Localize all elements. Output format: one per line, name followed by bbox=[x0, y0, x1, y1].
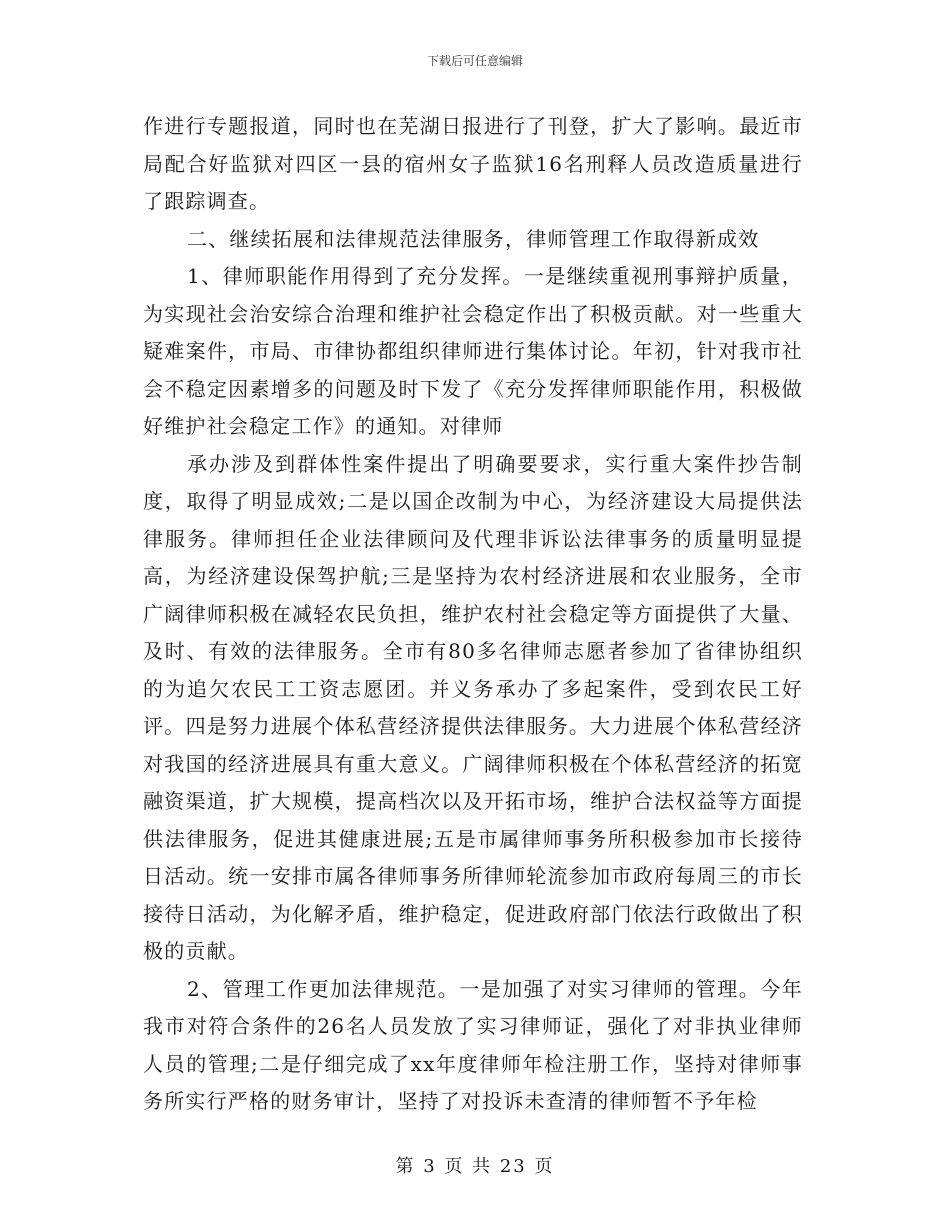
page-header-note: 下载后可任意编辑 bbox=[426, 54, 523, 68]
section-heading-lawyer-services: 二、继续拓展和法律规范法律服务，律师管理工作取得新成效 bbox=[187, 226, 760, 251]
paragraph-continuation: 作进行专题报道，同时也在芜湖日报进行了刊登，扩大了影响。最近市局配合好监狱对四区一县的宿州女子监狱16名刑释人员改造质量进行了跟踪调查。 bbox=[143, 114, 803, 213]
paragraph-lawyer-functions: 1、律师职能作用得到了充分发挥。一是继续重视刑事辩护质量，为实现社会治安综合治理和维护社会稳定作出了积极贡献。对一些重大疑难案件，市局、市律协都组织律师进行集体讨论。年初，针对我市社会不稳定因素增多的问题及时下发了《充分发挥律师职能作用，积极做好维护社会稳定工作》的通知。对律师 bbox=[143, 264, 803, 438]
document-body bbox=[143, 108, 803, 1121]
paragraph-legal-services-detail: 承办涉及到群体性案件提出了明确要要求，实行重大案件抄告制度，取得了明显成效;二是以国企改制为中心，为经济建设大局提供法律服务。律师担任企业法律顾问及代理非诉讼法律事务的质量明显提高，为经济建设保驾护航;三是坚持为农村经济进展和农业服务，全市广阔律师积极在减轻农民负担，维护农村社会稳定等方面提供了大量、及时、有效的法律服务。全市有80多名律师志愿者参加了省律协组织的为追欠农民工工资志愿团。并义务承办了多起案件，受到农民工好评。四是努力进展个体私营经济提供法律服务。大力进展个体私营经济对我国的经济进展具有重大意义。广阔律师积极在个体私营经济的拓宽融资渠道，扩大规模，提高档次以及开拓市场，维护合法权益等方面提供法律服务，促进其健康进展;五是市属律师事务所积极参加市长接待日活动。统一安排市属各律师事务所律师轮流参加市政府每周三的市长接待日活动，为化解矛盾，维护稳定，促进政府部门依法行政做出了积极的贡献。 bbox=[143, 451, 803, 963]
page-number-footer: 第 3 页 共 23 页 bbox=[395, 1156, 555, 1177]
paragraph-management-work: 2、管理工作更加法律规范。一是加强了对实习律师的管理。今年我市对符合条件的26名人员发放了实习律师证，强化了对非执业律师人员的管理;二是仔细完成了xx年度律师年检注册工作，坚持对律师事务所实行严格的财务审计，坚持了对投诉未查清的律师暂不予年检 bbox=[143, 976, 803, 1113]
